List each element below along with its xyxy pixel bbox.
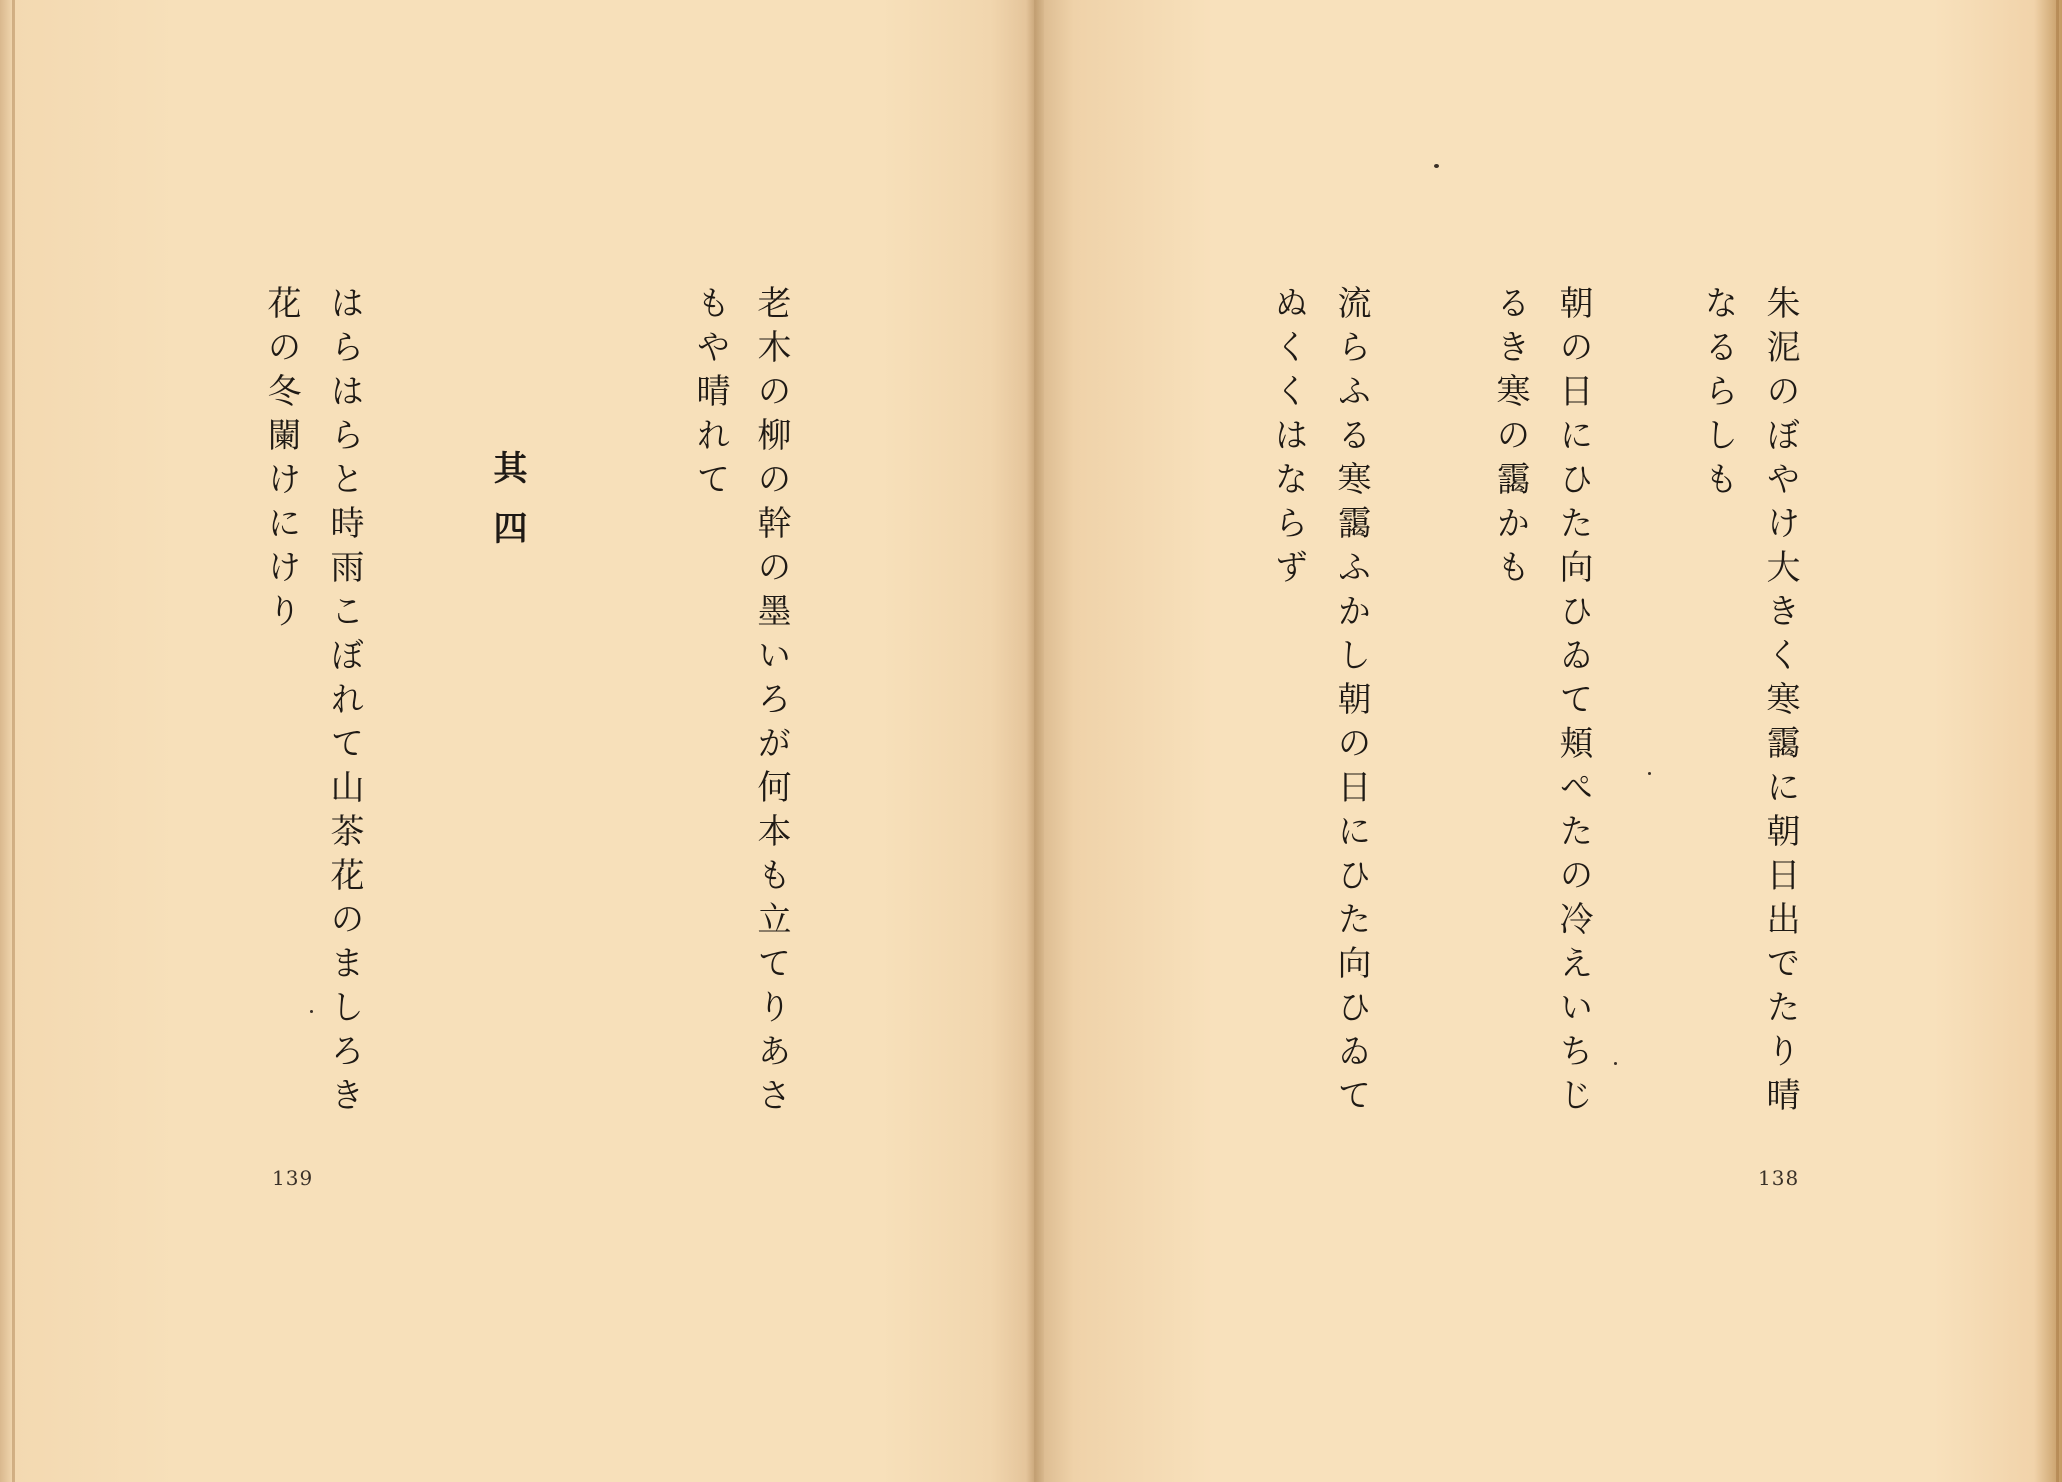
paper-speck [1614, 1062, 1617, 1065]
left-poem-column-4: 花の冬闌けにけり [261, 285, 301, 637]
right-page-edge [2056, 0, 2059, 1482]
left-page-edge [12, 0, 15, 1482]
left-poem-column-1: 老木の柳の幹の墨いろが何本も立てりあさ [751, 285, 791, 1121]
right-page [1034, 0, 2062, 1482]
right-poem-column-1: 朱泥のぼやけ大きく寒靄に朝日出でたり晴 [1760, 285, 1800, 1121]
paper-speck [310, 1010, 313, 1013]
book-gutter [1026, 0, 1044, 1482]
section-heading: 其四 [487, 450, 527, 570]
page-number-right: 138 [1758, 1166, 1800, 1190]
paper-speck [1434, 164, 1439, 168]
page-number-left: 139 [272, 1166, 314, 1190]
right-poem-column-3: 朝の日にひた向ひゐて頬ぺたの冷えいちじ [1553, 285, 1593, 1121]
right-poem-column-2: なるらしも [1698, 285, 1738, 505]
right-poem-column-6: ぬくくはならず [1268, 285, 1308, 593]
left-poem-column-2: もや晴れて [690, 285, 730, 505]
paper-speck [1648, 772, 1651, 775]
right-poem-column-4: るき寒の靄かも [1490, 285, 1530, 593]
right-poem-column-5: 流らふる寒靄ふかし朝の日にひた向ひゐて [1331, 285, 1371, 1121]
left-poem-column-3: はらはらと時雨こぼれて山茶花のましろき [324, 285, 364, 1121]
